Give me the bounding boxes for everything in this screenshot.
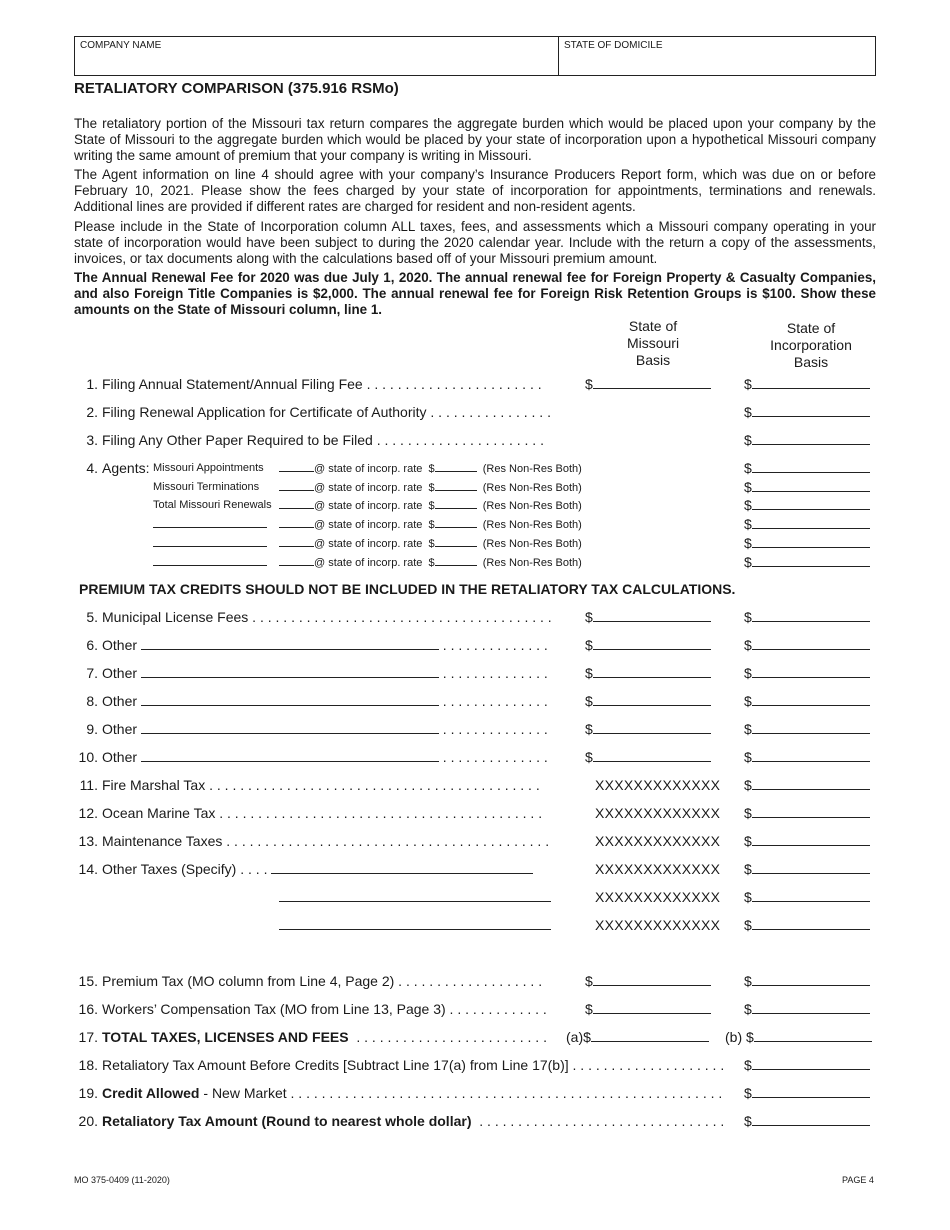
page-title: RETALIATORY COMPARISON (375.916 RSMo) <box>74 80 399 97</box>
dollar-sign: $ <box>744 478 752 495</box>
line-label <box>102 861 533 877</box>
line-19 <box>74 1085 876 1103</box>
missouri-header-line2: Missouri <box>626 335 680 351</box>
line-number: 19. <box>78 1085 98 1101</box>
line-label-text: Fire Marshal Tax . . . . . . . . . . . . . . . . . . . . . . . . . . . . . . . . . . . . . . . . . . . <box>102 777 540 793</box>
incorporation-column-header <box>752 320 870 371</box>
credit-label-rest: - New Market . . . . . . . . . . . . . . . . . . . . . . . . . . . . . . . . . . . . . . . . . . . . . . . . . . . . . . . . <box>199 1085 723 1101</box>
incorporation-amount-field[interactable] <box>744 404 870 420</box>
line-number: 14. <box>78 861 98 877</box>
incorporation-amount-field[interactable] <box>744 376 870 392</box>
incorporation-amount-field[interactable] <box>744 777 870 793</box>
inc-header-line2: Incorporation <box>770 337 852 353</box>
agent-rate[interactable] <box>279 518 582 531</box>
incorporation-amount-field[interactable] <box>744 1085 870 1101</box>
rate-text: @ state of incorp. rate <box>314 556 423 569</box>
incorporation-amount-field[interactable] <box>744 432 870 448</box>
res-options[interactable]: (Res Non-Res Both) <box>482 537 582 550</box>
missouri-amount-field[interactable] <box>585 609 711 625</box>
missouri-amount-field[interactable] <box>585 693 711 709</box>
dollar-sign: $ <box>744 1057 752 1073</box>
incorporation-amount-field[interactable] <box>744 833 870 849</box>
agent-row <box>74 462 876 478</box>
other-description-field[interactable] <box>141 637 439 650</box>
incorporation-amount-field[interactable] <box>744 554 870 570</box>
incorporation-amount-field[interactable] <box>744 497 870 513</box>
incorporation-amount-field[interactable] <box>744 535 870 551</box>
agent-rate[interactable] <box>279 556 582 569</box>
total-a-marker: (a) <box>566 1029 584 1045</box>
leader-dots: . . . . . . . . . . . . . . <box>442 693 548 709</box>
incorporation-amount-field[interactable] <box>744 609 870 625</box>
paragraph-2: The Agent information on line 4 should agree with your company’s Insurance Producers Report form, which was due on or before February 10, 2021. Please show the fees charged by your state of incorporation for appointments, terminations and renewals. Additional lines are provided if different rates are charged for resident and non-resident agents. <box>74 167 876 214</box>
line-number: 13. <box>78 833 98 849</box>
missouri-amount-field[interactable] <box>585 637 711 653</box>
line-14-continuation <box>74 889 876 907</box>
line-label <box>102 693 548 709</box>
line-8 <box>74 693 876 711</box>
line-label <box>102 805 542 821</box>
incorporation-amount-field[interactable] <box>744 917 870 933</box>
incorporation-amount-field[interactable] <box>744 1113 870 1129</box>
dollar-sign: $ <box>744 1085 752 1101</box>
line-label <box>102 637 548 653</box>
company-name-label: COMPANY NAME <box>80 40 162 51</box>
agent-row <box>74 553 876 572</box>
line-number: 15. <box>78 973 98 989</box>
dollar-sign: $ <box>744 693 752 709</box>
res-options[interactable]: (Res Non-Res Both) <box>482 556 582 569</box>
rate-text: @ state of incorp. rate <box>314 481 423 494</box>
line-label: Workers’ Compensation Tax (MO from Line 13, Page 3) . . . . . . . . . . . . . <box>102 1001 547 1017</box>
inc-header-line1: State of <box>786 320 836 336</box>
paragraph-4: The Annual Renewal Fee for 2020 was due July 1, 2020. The annual renewal fee for Foreign Property & Casualty Companies, and also Foreign Title Companies is $2,000. The annual renewal fee for Foreign Risk Retention Groups is $100. Show these amounts on the State of Missouri column, line 1. <box>74 270 876 317</box>
header-box <box>74 36 876 76</box>
other-description-field[interactable] <box>141 665 439 678</box>
agent-row <box>74 478 876 497</box>
line-number: 8. <box>86 693 98 709</box>
line-6 <box>74 637 876 655</box>
line-14-continuation <box>74 917 876 935</box>
total-b-field[interactable] <box>725 1029 872 1045</box>
incorporation-amount-field[interactable] <box>744 460 870 476</box>
agent-type-label[interactable] <box>153 537 267 550</box>
agent-row <box>74 534 876 553</box>
not-applicable-marker: XXXXXXXXXXXXX <box>595 805 721 821</box>
paragraph-1: The retaliatory portion of the Missouri tax return compares the aggregate burden which would be placed upon your company by the State of Missouri to the aggregate burden which would be placed by your state of incorporation upon a hypothetical Missouri company writing the same amount of premium that your company is writing in Missouri. <box>74 116 876 163</box>
line-label <box>102 1085 722 1101</box>
dollar-sign: $ <box>744 861 752 877</box>
incorporation-amount-field[interactable] <box>744 889 870 905</box>
incorporation-amount-field[interactable] <box>744 1001 870 1017</box>
rate-text: @ state of incorp. rate <box>314 519 423 532</box>
dollar-sign: $ <box>744 534 752 551</box>
line-label <box>102 749 548 765</box>
company-name-field[interactable] <box>75 37 559 75</box>
leader-dots: . . . . . . . . . . . . . . <box>442 721 548 737</box>
dollar-sign: $ <box>744 609 752 625</box>
line-number: 2. <box>86 404 98 420</box>
line-label <box>102 833 549 849</box>
dollar-sign: $ <box>744 1001 752 1017</box>
agent-rate[interactable] <box>279 537 582 550</box>
agent-type-label[interactable]: Missouri Terminations <box>153 480 260 493</box>
line-number: 20. <box>78 1113 98 1129</box>
line-number: 6. <box>86 637 98 653</box>
incorporation-amount-field[interactable] <box>744 805 870 821</box>
dollar-sign: $ <box>744 805 752 821</box>
other-label: Other <box>102 665 138 681</box>
agent-type-label[interactable]: Missouri Appointments <box>153 462 264 474</box>
dollar-sign: $ <box>744 376 752 392</box>
line-number: 11. <box>79 777 98 793</box>
other-description-field[interactable] <box>141 749 439 762</box>
not-applicable-marker: XXXXXXXXXXXXX <box>595 833 721 849</box>
dollar-sign: $ <box>744 749 752 765</box>
dollar-sign: $ <box>744 432 752 448</box>
line-10 <box>74 749 876 767</box>
dollar-sign: $ <box>585 973 593 989</box>
specify-field[interactable] <box>279 889 551 902</box>
dollar-sign: $ <box>585 1001 593 1017</box>
dollar-sign: $ <box>744 637 752 653</box>
dollar-sign: $ <box>585 693 593 709</box>
dollar-sign: $ <box>428 463 435 475</box>
state-of-domicile-field[interactable] <box>559 37 875 75</box>
line-number: 7. <box>86 665 98 681</box>
dollar-sign: $ <box>744 917 752 933</box>
line-17 <box>74 1029 876 1047</box>
line-label <box>102 721 548 737</box>
dollar-sign: $ <box>428 537 435 550</box>
missouri-header-line1: State of <box>628 318 678 334</box>
agent-row <box>74 499 876 515</box>
incorporation-amount-field[interactable] <box>744 973 870 989</box>
rate-text: @ state of incorp. rate <box>314 537 423 550</box>
dollar-sign: $ <box>744 516 752 533</box>
line-label <box>102 777 540 793</box>
line-2 <box>74 404 876 422</box>
agent-rate[interactable] <box>279 499 582 512</box>
dollar-sign: $ <box>744 665 752 681</box>
incorporation-amount-field[interactable] <box>744 479 870 495</box>
line-12 <box>74 805 876 823</box>
res-options[interactable]: (Res Non-Res Both) <box>482 500 582 513</box>
line-number: 17. <box>78 1029 98 1045</box>
line-number: 12. <box>78 805 98 821</box>
dollar-sign: $ <box>744 460 752 476</box>
dollar-sign: $ <box>744 404 752 420</box>
missouri-amount-field[interactable] <box>585 1001 711 1017</box>
line-label-text: Ocean Marine Tax . . . . . . . . . . . . . . . . . . . . . . . . . . . . . . . . . . . . . . . . . . <box>102 805 543 821</box>
incorporation-amount-field[interactable] <box>744 516 870 532</box>
leader-dots: . . . . . . . . . . . . . . . . . . . . . . . . . . . . . . . . <box>479 1113 725 1129</box>
dollar-sign: $ <box>585 376 593 392</box>
missouri-amount-field[interactable] <box>585 376 711 392</box>
missouri-amount-field[interactable] <box>585 973 711 989</box>
line-label <box>102 1113 724 1129</box>
res-options[interactable]: (Res Non-Res Both) <box>482 481 582 494</box>
agent-type-label[interactable] <box>153 556 267 569</box>
line-label: Filing Annual Statement/Annual Filing Fee . . . . . . . . . . . . . . . . . . . . . . . <box>102 376 542 392</box>
line-1 <box>74 376 876 394</box>
line-16 <box>74 1001 876 1019</box>
line-label: Retaliatory Tax Amount Before Credits [Subtract Line 17(a) from Line 17(b)] . . . . . . . . . . . . . . . . . . . . <box>102 1057 725 1073</box>
res-options[interactable]: (Res Non-Res Both) <box>482 463 582 475</box>
total-b-marker: (b) <box>725 1029 743 1045</box>
line-5 <box>74 609 876 627</box>
line-13 <box>74 833 876 851</box>
dollar-sign: $ <box>585 637 593 653</box>
not-applicable-marker: XXXXXXXXXXXXX <box>595 777 721 793</box>
other-label: Other <box>102 693 138 709</box>
line-label: Filing Any Other Paper Required to be Filed . . . . . . . . . . . . . . . . . . . . . . <box>102 432 544 448</box>
line-9 <box>74 721 876 739</box>
dollar-sign: $ <box>585 721 593 737</box>
dollar-sign: $ <box>585 609 593 625</box>
line-number: 3. <box>86 432 98 448</box>
line-18 <box>74 1057 876 1075</box>
dollar-sign: $ <box>746 1029 754 1045</box>
dollar-sign: $ <box>428 500 435 513</box>
dollar-sign: $ <box>428 481 435 494</box>
total-a-field[interactable] <box>566 1029 709 1045</box>
incorporation-amount-field[interactable] <box>744 693 870 709</box>
line-3 <box>74 432 876 450</box>
line-number: 1. <box>86 376 98 392</box>
line-number: 9. <box>86 721 98 737</box>
dollar-sign: $ <box>744 889 752 905</box>
line-14 <box>74 861 876 879</box>
dollar-sign: $ <box>744 497 752 514</box>
line-number: 16. <box>78 1001 98 1017</box>
line-label: Filing Renewal Application for Certificate of Authority . . . . . . . . . . . . . . . . <box>102 404 551 420</box>
agent-type-label[interactable]: Total Missouri Renewals <box>153 499 272 512</box>
incorporation-amount-field[interactable] <box>744 637 870 653</box>
paragraph-3: Please include in the State of Incorporation column ALL taxes, fees, and assessments which a Missouri company operating in your state of incorporation would have been subject to during the 2020 calendar year. Include with the return a copy of the assessments, invoices, or tax documents along with the calculations based off of your Missouri premium amount. <box>74 219 876 266</box>
line-label: Agents: <box>102 460 150 476</box>
leader-dots: . . . . . . . . . . . . . . <box>442 665 548 681</box>
form-number: MO 375-0409 (11-2020) <box>74 1175 170 1185</box>
line-7 <box>74 665 876 683</box>
state-of-domicile-label: STATE OF DOMICILE <box>564 40 663 51</box>
line-label: Municipal License Fees . . . . . . . . . . . . . . . . . . . . . . . . . . . . . . . . . . . . . . . <box>102 609 552 625</box>
dollar-sign: $ <box>428 556 435 569</box>
dollar-sign: $ <box>585 749 593 765</box>
missouri-column-header <box>600 318 706 369</box>
line-label-text: Other Taxes (Specify) . . . . <box>102 861 268 877</box>
line-11 <box>74 777 876 795</box>
specify-field[interactable] <box>279 917 551 930</box>
line-number: 4. <box>86 460 98 476</box>
dollar-sign: $ <box>744 833 752 849</box>
not-applicable-marker: XXXXXXXXXXXXX <box>595 861 721 877</box>
line-number: 5. <box>86 609 98 625</box>
inc-header-line3: Basis <box>793 354 829 370</box>
dollar-sign: $ <box>428 519 435 532</box>
line-20 <box>74 1113 876 1131</box>
rate-text: @ state of incorp. rate <box>314 463 423 475</box>
missouri-amount-field[interactable] <box>585 665 711 681</box>
rate-text: @ state of incorp. rate <box>314 500 423 513</box>
incorporation-amount-field[interactable] <box>744 861 870 877</box>
dollar-sign: $ <box>744 777 752 793</box>
line-number: 10. <box>78 749 98 765</box>
not-applicable-marker: XXXXXXXXXXXXX <box>595 889 721 905</box>
line-15 <box>74 973 876 991</box>
leader-dots: . . . . . . . . . . . . . . <box>442 749 548 765</box>
leader-dots: . . . . . . . . . . . . . . <box>442 637 548 653</box>
page-number: PAGE 4 <box>842 1175 874 1185</box>
line-label <box>102 1029 547 1045</box>
specify-field[interactable] <box>271 861 533 874</box>
other-label: Other <box>102 721 138 737</box>
other-label: Other <box>102 637 138 653</box>
dollar-sign: $ <box>744 553 752 570</box>
premium-credit-warning: PREMIUM TAX CREDITS SHOULD NOT BE INCLUDED IN THE RETALIATORY TAX CALCULATIONS. <box>79 581 736 597</box>
dollar-sign: $ <box>583 1029 591 1045</box>
agent-row <box>74 518 876 534</box>
dollar-sign: $ <box>744 721 752 737</box>
incorporation-amount-field[interactable] <box>744 665 870 681</box>
credit-label: Credit Allowed <box>102 1085 200 1101</box>
dollar-sign: $ <box>585 665 593 681</box>
line-label: Premium Tax (MO column from Line 4, Page 2) . . . . . . . . . . . . . . . . . . . <box>102 973 543 989</box>
dollar-sign: $ <box>744 973 752 989</box>
agent-rate[interactable] <box>279 481 582 494</box>
line-number: 18. <box>78 1057 98 1073</box>
other-label: Other <box>102 749 138 765</box>
incorporation-amount-field[interactable] <box>744 721 870 737</box>
not-applicable-marker: XXXXXXXXXXXXX <box>595 917 721 933</box>
other-description-field[interactable] <box>141 693 439 706</box>
other-description-field[interactable] <box>141 721 439 734</box>
agent-rate[interactable] <box>279 462 582 475</box>
incorporation-amount-field[interactable] <box>744 1057 870 1073</box>
missouri-amount-field[interactable] <box>585 721 711 737</box>
agent-type-label[interactable] <box>153 518 267 531</box>
res-options[interactable]: (Res Non-Res Both) <box>482 519 582 532</box>
missouri-amount-field[interactable] <box>585 749 711 765</box>
missouri-header-line3: Basis <box>635 352 671 368</box>
leader-dots: . . . . . . . . . . . . . . . . . . . . . . . . . <box>356 1029 547 1045</box>
total-label: TOTAL TAXES, LICENSES AND FEES <box>102 1029 349 1045</box>
incorporation-amount-field[interactable] <box>744 749 870 765</box>
line-label-text: Maintenance Taxes . . . . . . . . . . . . . . . . . . . . . . . . . . . . . . . . . . . . . . . . . . <box>102 833 550 849</box>
dollar-sign: $ <box>744 1113 752 1129</box>
retaliatory-label: Retaliatory Tax Amount (Round to nearest whole dollar) <box>102 1113 472 1129</box>
line-label <box>102 665 548 681</box>
